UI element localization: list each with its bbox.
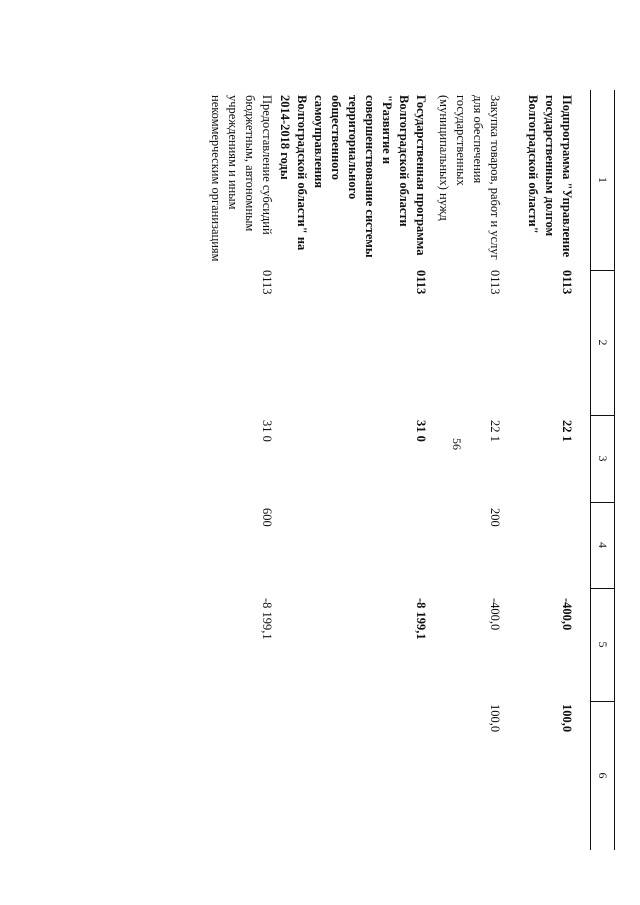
- row-2-name: Государственная программа Волгоградской области "Развитие и совершенствование системы территориального общественного самоуправления Волгоградской области" на 2014-2018 годы: [278, 95, 428, 258]
- row-0-target: 22 1: [560, 420, 574, 442]
- col-header-4: 4: [596, 542, 610, 548]
- row-1-amount: -400,0: [488, 598, 502, 631]
- col-header-6: 6: [596, 772, 610, 779]
- row-2-section: 0113: [414, 270, 428, 295]
- row-1-section: 0113: [488, 270, 502, 295]
- row-3-amount: -8 199,1: [260, 598, 274, 640]
- col-header-1: 1: [596, 177, 610, 183]
- row-1-type: 200: [488, 508, 502, 527]
- col-header-3: 3: [596, 455, 610, 462]
- row-3-section: 0113: [260, 270, 274, 295]
- col-header-5: 5: [596, 641, 610, 648]
- row-0-amount: -400,0: [560, 598, 574, 631]
- col-header-2: 2: [596, 339, 610, 346]
- row-1-name: Закупка товаров, работ и услуг для обеспечения государственных (муниципальных) нужд: [437, 95, 502, 260]
- row-3-type: 600: [260, 508, 274, 527]
- row-1-percent: 100,0: [488, 704, 502, 733]
- row-2-amount: -8 199,1: [414, 598, 428, 640]
- row-0-name: Подпрограмма "Управление государственным долгом Волгоградской области": [526, 95, 574, 258]
- row-1-target: 22 1: [488, 420, 502, 442]
- row-0-section: 0113: [560, 270, 574, 295]
- page-number: 56: [450, 438, 464, 450]
- row-3-name: Предоставление субсидий бюджетным, автономным учреждениям и иным некоммерческим организациям: [209, 95, 274, 262]
- budget-table: [75, 90, 615, 850]
- row-0-percent: 100,0: [560, 704, 574, 733]
- row-3-target: 31 0: [260, 420, 274, 442]
- row-2-target: 31 0: [414, 420, 428, 442]
